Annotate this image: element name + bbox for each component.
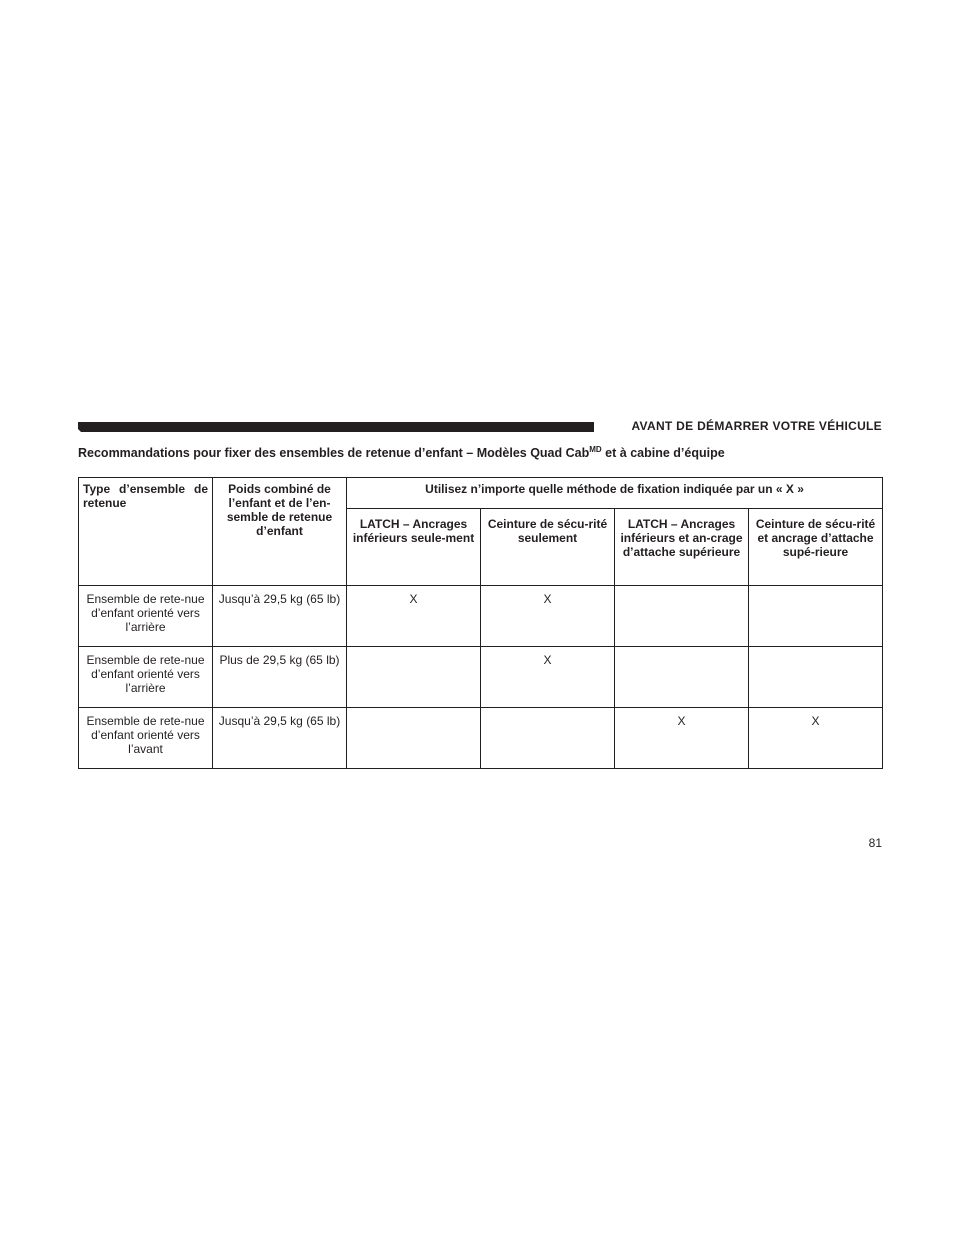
cell-mark: X (347, 586, 481, 647)
cell-mark: X (615, 708, 749, 769)
page-number: 81 (868, 836, 882, 850)
cell-mark (749, 647, 883, 708)
cell-mark: X (749, 708, 883, 769)
cell-weight: Plus de 29,5 kg (65 lb) (213, 647, 347, 708)
cell-restraint-type: Ensemble de rete-nue d’enfant orienté vers l’avant (79, 708, 213, 769)
cell-mark (347, 708, 481, 769)
cell-mark (481, 708, 615, 769)
running-header (78, 418, 882, 436)
section-title-end: et à cabine d’équipe (601, 446, 725, 460)
cell-mark (615, 647, 749, 708)
subheader-seatbelt-only: Ceinture de sécu-rité seulement (481, 509, 615, 586)
subheader-latch-lower-only: LATCH – Ancrages inférieurs seule-ment (347, 509, 481, 586)
header-attachment-methods: Utilisez n’importe quelle méthode de fixation indiquée par un « X » (347, 478, 883, 509)
cell-weight: Jusqu’à 29,5 kg (65 lb) (213, 708, 347, 769)
cell-restraint-type: Ensemble de rete-nue d’enfant orienté vers l’arrière (79, 647, 213, 708)
restraint-recommendation-table (78, 477, 883, 769)
cell-mark (749, 586, 883, 647)
table-row (79, 708, 883, 769)
cell-mark: X (481, 586, 615, 647)
cell-restraint-type: Ensemble de rete-nue d’enfant orienté vers l’arrière (79, 586, 213, 647)
section-title-main: Recommandations pour fixer des ensembles de retenue d’enfant – Modèles Quad Cab (78, 446, 590, 460)
cell-mark: X (481, 647, 615, 708)
subheader-latch-and-tether: LATCH – Ancrages inférieurs et an-crage d’attache supérieure (615, 509, 749, 586)
section-title-superscript: MD (589, 444, 602, 454)
running-title: AVANT DE DÉMARRER VOTRE VÉHICULE (631, 419, 882, 433)
header-combined-weight: Poids combiné de l’enfant et de l’en-semble de retenue d’enfant (213, 478, 347, 586)
header-restraint-type: Type d’ensemble de retenue (79, 478, 213, 586)
subheader-seatbelt-and-tether: Ceinture de sécu-rité et ancrage d’attache supé-rieure (749, 509, 883, 586)
table-header-row (79, 478, 883, 509)
section-title (78, 446, 882, 460)
header-rule-bar (78, 422, 594, 432)
cell-mark (615, 586, 749, 647)
cell-mark (347, 647, 481, 708)
cell-weight: Jusqu’à 29,5 kg (65 lb) (213, 586, 347, 647)
table-row (79, 647, 883, 708)
table-row (79, 586, 883, 647)
